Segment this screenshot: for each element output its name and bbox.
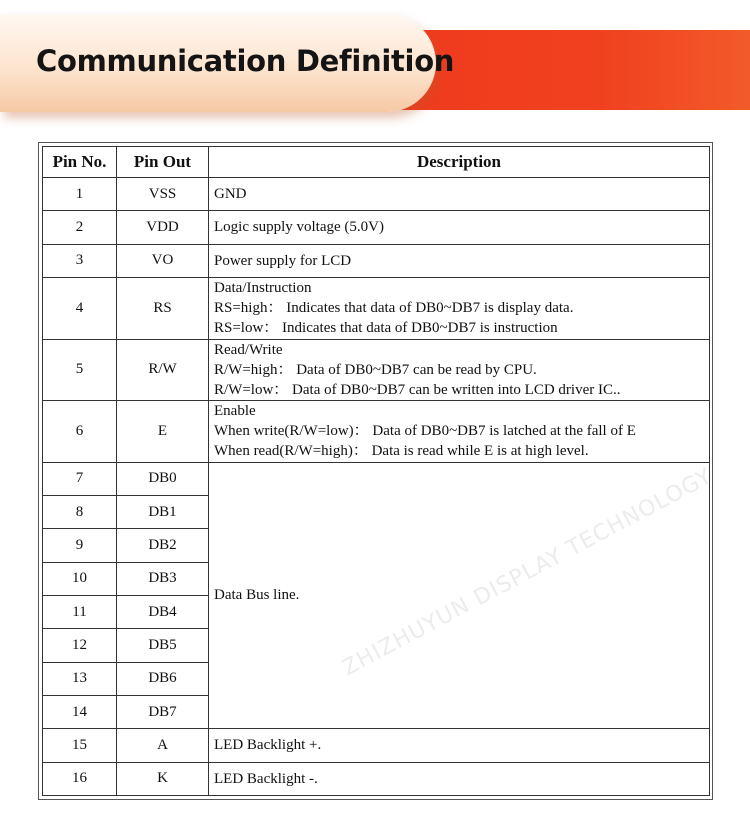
table-row [43,211,710,244]
pin-no: 9 [43,529,117,562]
pin-out: E [117,401,209,463]
table-header-row [43,147,710,178]
table-row [43,401,710,463]
pin-description: GND [209,178,710,211]
description-line: R/W=high： Data of DB0~DB7 can be read by CPU. [214,361,537,378]
description-line: When write(R/W=low)： Data of DB0~DB7 is latched at the fall of E [214,423,636,440]
pin-no: 5 [43,339,117,401]
pin-no: 16 [43,762,117,795]
table-row [43,762,710,795]
pin-no: 12 [43,629,117,662]
pin-out: VO [117,244,209,277]
pin-out: R/W [117,339,209,401]
description-line: When read(R/W=high)： Data is read while E is at high level. [214,443,589,460]
table-row [43,277,710,339]
description-line: R/W=low： Data of DB0~DB7 can be written into LCD driver IC.. [214,381,621,398]
pin-no: 4 [43,277,117,339]
pin-table-frame [38,142,713,800]
header-banner [0,0,750,125]
table-row [43,462,710,495]
pin-out: DB0 [117,462,209,495]
description-line: Enable [214,403,256,420]
pin-description: Power supply for LCD [209,244,710,277]
pin-out: DB6 [117,662,209,695]
description-line: Data/Instruction [214,280,312,297]
pin-out: RS [117,277,209,339]
pin-definition-table [42,146,710,796]
description-line: RS=low： Indicates that data of DB0~DB7 is instruction [214,320,558,337]
header-description: Description [209,147,710,178]
header-pin-no: Pin No. [43,147,117,178]
pin-out: DB7 [117,695,209,728]
table-row [43,178,710,211]
pin-no: 1 [43,178,117,211]
pin-out: DB1 [117,496,209,529]
pin-out: VDD [117,211,209,244]
pin-no: 13 [43,662,117,695]
header-pin-out: Pin Out [117,147,209,178]
pin-description [209,277,710,339]
pin-out: DB5 [117,629,209,662]
pin-description [209,339,710,401]
table-row [43,339,710,401]
pin-out: A [117,729,209,762]
pin-no: 14 [43,695,117,728]
description-line: RS=high： Indicates that data of DB0~DB7 is display data. [214,300,574,317]
pin-no: 3 [43,244,117,277]
data-bus-description: Data Bus line. [209,462,710,729]
pin-description: LED Backlight -. [209,762,710,795]
pin-description [209,401,710,463]
pin-out: DB4 [117,595,209,628]
pin-description: LED Backlight +. [209,729,710,762]
watermark: ZHIZHUYUN DISPLAY TECHNOLOGY [338,464,717,681]
table-row [43,729,710,762]
pin-no: 11 [43,595,117,628]
pin-out: VSS [117,178,209,211]
pin-no: 10 [43,562,117,595]
pin-out: K [117,762,209,795]
pin-no: 6 [43,401,117,463]
pin-description: Logic supply voltage (5.0V) [209,211,710,244]
pin-out: DB2 [117,529,209,562]
pin-no: 15 [43,729,117,762]
pin-no: 2 [43,211,117,244]
page-title: Communication Definition [36,44,455,78]
table-row [43,244,710,277]
pin-no: 8 [43,496,117,529]
description-line: Read/Write [214,341,283,358]
pin-no: 7 [43,462,117,495]
pin-out: DB3 [117,562,209,595]
